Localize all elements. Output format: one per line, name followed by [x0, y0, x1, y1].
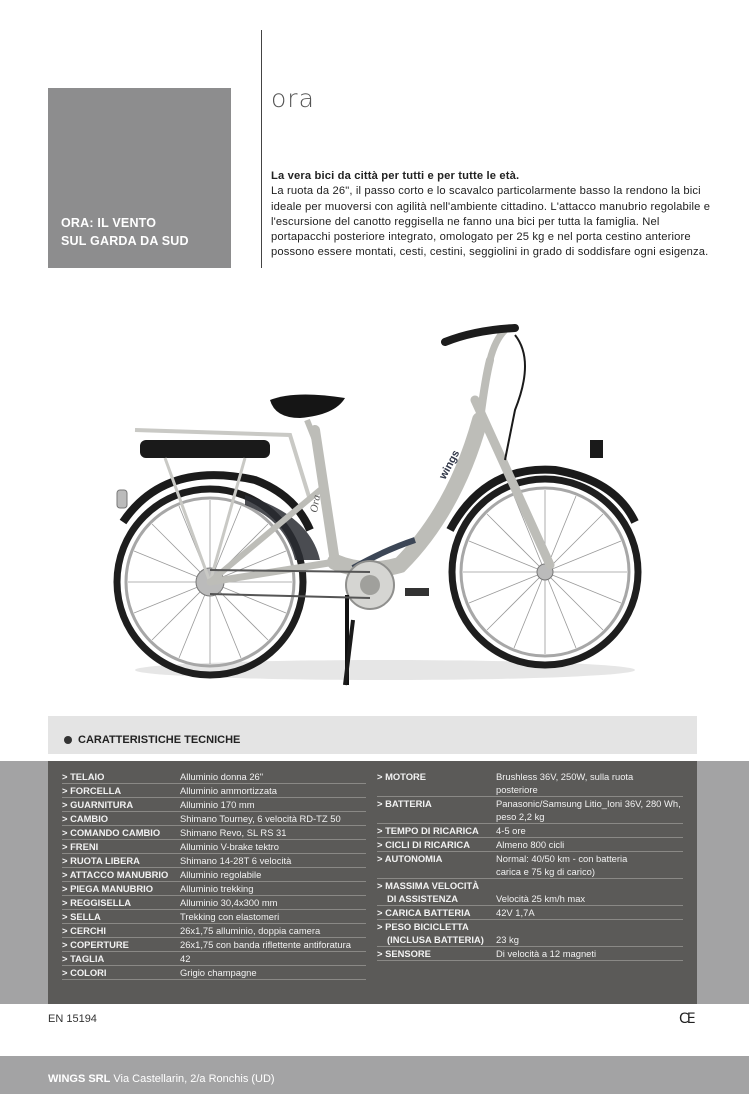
- section-title-line1: ORA: IL VENTO: [61, 216, 157, 230]
- spec-key-line: > CAMBIO: [62, 813, 109, 824]
- spec-key-line: > COMANDO CAMBIO: [62, 827, 161, 838]
- spec-key: [377, 852, 496, 878]
- spec-key-line: > CICLI DI RICARICA: [377, 839, 470, 850]
- spec-value-line: 42: [180, 953, 191, 964]
- spec-value: [180, 784, 366, 797]
- spec-value-line: Trekking con elastomeri: [180, 911, 280, 922]
- spec-value: [180, 770, 366, 783]
- divider-line: [261, 30, 262, 268]
- spec-value-line: Velocità 25 km/h max: [496, 893, 586, 904]
- spec-key: [62, 938, 180, 951]
- spec-key-line: DI ASSISTENZA: [387, 893, 459, 904]
- spec-key: [377, 920, 496, 946]
- section-title-box: [48, 88, 231, 268]
- spec-value-line: Di velocità a 12 magneti: [496, 948, 597, 959]
- spec-key: [377, 797, 496, 823]
- spec-key-line: > SELLA: [62, 911, 101, 922]
- spec-value-line: Almeno 800 cicli: [496, 839, 565, 850]
- spec-key-line: > PIEGA MANUBRIO: [62, 883, 154, 894]
- spec-value-line: Alluminio regolabile: [180, 869, 262, 880]
- spec-row: [377, 797, 683, 824]
- spec-key: [62, 784, 180, 797]
- spec-value: [496, 852, 683, 878]
- specs-left-column: [62, 770, 366, 980]
- section-title: [61, 214, 189, 250]
- spec-value-line: [496, 920, 683, 933]
- spec-key: [377, 879, 496, 905]
- spec-value: [180, 910, 366, 923]
- spec-value-line: Alluminio 30,4x300 mm: [180, 897, 278, 908]
- spec-value-line: Shimano Revo, SL RS 31: [180, 827, 287, 838]
- footer-bar: [0, 1056, 749, 1094]
- spec-value: [496, 879, 683, 905]
- spec-key: [62, 952, 180, 965]
- spec-value-line: Shimano 14-28T 6 velocità: [180, 855, 292, 866]
- spec-key-line: > SENSORE: [377, 948, 431, 959]
- spec-key-line: > MASSIMA VELOCITÀ: [377, 880, 480, 891]
- spec-key-line: > AUTONOMIA: [377, 853, 443, 864]
- spec-key-line: (INCLUSA BATTERIA): [387, 934, 484, 945]
- spec-value-line: 4-5 ore: [496, 825, 526, 836]
- spec-value-line: Alluminio V-brake tektro: [180, 841, 279, 852]
- spec-key: [377, 824, 496, 837]
- spec-key-line: > REGGISELLA: [62, 897, 132, 908]
- spec-value-line: posteriore: [496, 784, 538, 795]
- spec-value-line: carica e 75 kg di carico): [496, 866, 596, 877]
- spec-value-line: 23 kg: [496, 934, 519, 945]
- spec-row: [377, 838, 683, 852]
- spec-value-line: Alluminio trekking: [180, 883, 254, 894]
- spec-row: [62, 924, 366, 938]
- spec-key-line: > GUARNITURA: [62, 799, 134, 810]
- spec-key: [377, 838, 496, 851]
- spec-value-line: Brushless 36V, 250W, sulla ruota: [496, 771, 634, 782]
- spec-key-line: > ATTACCO MANUBRIO: [62, 869, 169, 880]
- spec-value: [180, 938, 366, 951]
- spec-value: [180, 924, 366, 937]
- spec-key: [62, 798, 180, 811]
- spec-value-line: Alluminio ammortizzata: [180, 785, 277, 796]
- bike-image: [95, 300, 655, 700]
- spec-row: [377, 824, 683, 838]
- footer-address: [48, 1073, 275, 1085]
- front-wheel: [452, 479, 638, 665]
- spec-value: [496, 824, 683, 837]
- spec-key: [62, 910, 180, 923]
- spec-row: [62, 784, 366, 798]
- spec-value-line: Grigio champagne: [180, 967, 257, 978]
- spec-key: [62, 882, 180, 895]
- spec-row: [62, 854, 366, 868]
- section-title-line2: SUL GARDA DA SUD: [61, 234, 189, 248]
- spec-value: [496, 838, 683, 851]
- spec-row: [377, 947, 683, 961]
- spec-key-line: > FORCELLA: [62, 785, 122, 796]
- intro-body: La ruota da 26", il passo corto e lo scavalco particolarmente basso la rendono la bici ideale per muoversi con agilità nell'ambiente cittadino. L'attacco manubrio regolabile e l'escursione del canotto reggisella ne fanno una bici per tutta la famiglia. Nel portapacchi posteriore integrato, omologato per 25 kg e nel porta cestino anteriore possono essere montati, cesti, cestini, seggiolini in grado di soddisfare ogni esigenza.: [271, 185, 711, 259]
- spec-value: [180, 868, 366, 881]
- specs-header: [48, 716, 697, 754]
- spec-row: [377, 852, 683, 879]
- spec-row: [62, 896, 366, 910]
- spec-key-line: > TELAIO: [62, 771, 105, 782]
- spec-row: [62, 840, 366, 854]
- spec-row: [62, 952, 366, 966]
- spec-value: [180, 882, 366, 895]
- spec-key-line: > TAGLIA: [62, 953, 105, 964]
- specs-right-column: [377, 770, 683, 961]
- spec-value: [180, 896, 366, 909]
- spec-value-line: Shimano Tourney, 6 velocità RD-TZ 50: [180, 813, 341, 824]
- spec-value-line: peso 2,2 kg: [496, 811, 545, 822]
- spec-value: [180, 812, 366, 825]
- spec-key-line: > PESO BICICLETTA: [377, 921, 469, 932]
- spec-value-line: Alluminio donna 26": [180, 771, 264, 782]
- spec-key: [62, 826, 180, 839]
- spec-key: [377, 906, 496, 919]
- spec-row: [62, 910, 366, 924]
- spec-row: [62, 938, 366, 952]
- spec-value-line: 42V 1,7A: [496, 907, 535, 918]
- spec-key-line: > COLORI: [62, 967, 107, 978]
- spec-row: [62, 770, 366, 784]
- spec-key: [62, 840, 180, 853]
- spec-key: [62, 812, 180, 825]
- spec-key-line: > CARICA BATTERIA: [377, 907, 471, 918]
- spec-value-line: 26x1,75 con banda riflettente antiforatura: [180, 939, 351, 950]
- company-address: Via Castellarin, 2/a Ronchis (UD): [113, 1073, 275, 1085]
- spec-key: [62, 854, 180, 867]
- spec-value: [496, 906, 683, 919]
- spec-row: [62, 812, 366, 826]
- spec-value: [180, 952, 366, 965]
- spec-key-line: > TEMPO DI RICARICA: [377, 825, 479, 836]
- spec-value: [180, 798, 366, 811]
- specs-header-label: CARATTERISTICHE TECNICHE: [78, 734, 241, 746]
- spec-key: [62, 924, 180, 937]
- spec-value-line: 26x1,75 alluminio, doppia camera: [180, 925, 321, 936]
- spec-key: [377, 770, 496, 796]
- spec-key: [377, 947, 496, 960]
- spec-value: [180, 966, 366, 979]
- spec-row: [62, 798, 366, 812]
- spec-key: [62, 896, 180, 909]
- company-name: WINGS SRL: [48, 1073, 111, 1085]
- spec-key-line: > MOTORE: [377, 771, 427, 782]
- intro-text: [271, 169, 711, 261]
- spec-row: [62, 826, 366, 840]
- spec-value-line: [496, 879, 683, 892]
- spec-row: [377, 906, 683, 920]
- intro-lead: La vera bici da città per tutti e per tutte le età.: [271, 170, 520, 182]
- spec-key: [62, 868, 180, 881]
- bullet-icon: [64, 736, 72, 744]
- spec-row: [62, 868, 366, 882]
- frame-brand-text: wings: [437, 448, 463, 482]
- spec-row: [62, 882, 366, 896]
- model-name: ora: [271, 84, 315, 113]
- bike-frame: [210, 360, 550, 582]
- spec-value: [496, 920, 683, 946]
- spec-value: [496, 770, 683, 796]
- spec-key: [62, 966, 180, 979]
- spec-key: [62, 770, 180, 783]
- spec-row: [377, 879, 683, 906]
- spec-key-line: > FRENI: [62, 841, 99, 852]
- frame-model-text: Ora: [308, 493, 324, 514]
- spec-value-line: Normal: 40/50 km - con batteria: [496, 853, 628, 864]
- spec-value: [496, 797, 683, 823]
- spec-value: [180, 840, 366, 853]
- spec-value-line: Panasonic/Samsung Litio_Ioni 36V, 280 Wh,: [496, 798, 681, 809]
- ce-mark: CE: [679, 1011, 694, 1027]
- spec-value: [496, 947, 683, 960]
- spec-key-line: > COPERTURE: [62, 939, 129, 950]
- spec-value-line: Alluminio 170 mm: [180, 799, 255, 810]
- spec-key-line: > BATTERIA: [377, 798, 432, 809]
- spec-row: [377, 770, 683, 797]
- spec-row: [377, 920, 683, 947]
- spec-value: [180, 854, 366, 867]
- spec-row: [62, 966, 366, 980]
- standard-code: EN 15194: [48, 1013, 97, 1025]
- spec-key-line: > RUOTA LIBERA: [62, 855, 140, 866]
- spec-value: [180, 826, 366, 839]
- spec-key-line: > CERCHI: [62, 925, 107, 936]
